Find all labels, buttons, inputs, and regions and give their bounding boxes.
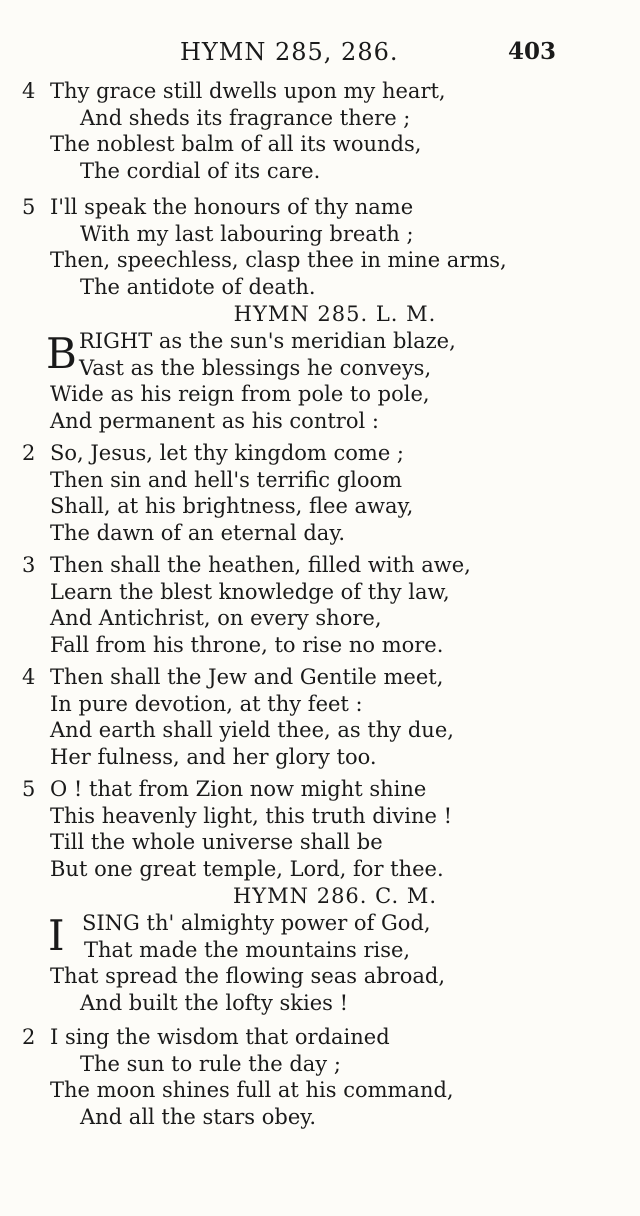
verse-text: SING th' almighty power of God, (82, 911, 431, 935)
verse-text: Then shall the heathen, filled with awe, (50, 553, 471, 577)
verse-text: Her fulness, and her glory too. (50, 744, 377, 769)
verse-text: And permanent as his control : (50, 408, 379, 433)
hymn-heading: HYMN 285. L. M. (233, 302, 437, 326)
verse-line (0, 221, 640, 248)
hymn-heading: HYMN 286. C. M. (232, 884, 437, 908)
stanza-number: 4 (22, 79, 36, 103)
verse-text: Then shall the Jew and Gentile meet, (50, 665, 444, 689)
verse-line (0, 247, 640, 274)
verse-line (0, 937, 640, 964)
stanza-number: 4 (22, 665, 36, 689)
verse-text: Wide as his reign from pole to pole, (50, 382, 430, 406)
verse-line (0, 105, 640, 132)
verse-line (0, 856, 640, 883)
verse-line (0, 78, 640, 105)
verse-line (0, 408, 640, 435)
verse-text: That made the mountains rise, (84, 937, 411, 962)
verse-line (0, 829, 640, 856)
verse-text: Thy grace still dwells upon my heart, (50, 79, 446, 103)
verse-line (0, 776, 640, 803)
drop-cap: I (48, 911, 65, 960)
page-content (0, 78, 640, 1130)
verse-text: O ! that from Zion now might shine (50, 777, 427, 801)
verse-line (0, 1077, 640, 1104)
verse-line (0, 717, 640, 744)
verse-line (0, 963, 640, 990)
verse-line (0, 467, 640, 494)
verse-text: In pure devotion, at thy feet : (50, 691, 363, 716)
verse-line (0, 744, 640, 771)
verse-text: Then sin and hell's terrific gloom (50, 467, 403, 492)
verse-text: I sing the wisdom that ordained (50, 1025, 390, 1049)
verse-line (0, 579, 640, 606)
verse-text: The cordial of its care. (80, 158, 321, 183)
verse-text: The noblest balm of all its wounds, (50, 132, 422, 156)
stanza-number: 5 (22, 777, 36, 801)
verse-line (0, 131, 640, 158)
verse-text: And Antichrist, on every shore, (50, 606, 382, 630)
page-number: 403 (508, 38, 557, 65)
verse-text: The dawn of an eternal day. (50, 520, 346, 545)
verse-line (0, 664, 640, 691)
verse-text: Learn the blest knowledge of thy law, (50, 579, 450, 604)
verse-text: Till the whole universe shall be (50, 830, 383, 854)
verse-text: And sheds its fragrance there ; (80, 105, 411, 130)
verse-line (0, 274, 640, 301)
verse-text: With my last labouring breath ; (80, 221, 414, 246)
verse-line (0, 493, 640, 520)
verse-line (0, 158, 640, 185)
verse-line (0, 194, 640, 221)
drop-cap: B (46, 329, 77, 378)
stanza-number: 3 (22, 553, 36, 577)
stanza-number: 2 (22, 1025, 36, 1049)
verse-text: But one great temple, Lord, for thee. (50, 856, 444, 881)
verse-text: The antidote of death. (80, 274, 316, 299)
verse-text: So, Jesus, let thy kingdom come ; (50, 441, 404, 465)
stanza-number: 2 (22, 441, 36, 465)
verse-text: Shall, at his brightness, flee away, (50, 494, 414, 518)
verse-line (0, 990, 640, 1017)
verse-line (0, 381, 640, 408)
verse-line (0, 1104, 640, 1131)
verse-text: And earth shall yield thee, as thy due, (50, 718, 454, 742)
verse-text: And all the stars obey. (80, 1104, 316, 1129)
verse-line (0, 632, 640, 659)
verse-line (0, 1051, 640, 1078)
verse-line (0, 605, 640, 632)
verse-text: The moon shines full at his command, (50, 1078, 454, 1102)
verse-text: This heavenly light, this truth divine ! (50, 803, 453, 828)
page-header (0, 38, 640, 70)
verse-text: Fall from his throne, to rise no more. (50, 632, 444, 657)
verse-text: Then, speechless, clasp thee in mine arms, (50, 248, 507, 272)
verse-line (0, 520, 640, 547)
verse-line (0, 1024, 640, 1051)
verse-line (0, 440, 640, 467)
verse-line (0, 552, 640, 579)
verse-text: Vast as the blessings he conveys, (79, 355, 432, 380)
running-title: HYMN 285, 286. (180, 38, 399, 66)
verse-text: And built the lofty skies ! (80, 990, 349, 1015)
verse-line (0, 803, 640, 830)
verse-line (0, 691, 640, 718)
verse-text: I'll speak the honours of thy name (50, 195, 414, 219)
verse-text: That spread the flowing seas abroad, (50, 964, 446, 988)
verse-text: The sun to rule the day ; (80, 1051, 341, 1076)
verse-line (0, 355, 640, 382)
verse-text: RIGHT as the sun's meridian blaze, (79, 329, 456, 353)
stanza-number: 5 (22, 195, 36, 219)
